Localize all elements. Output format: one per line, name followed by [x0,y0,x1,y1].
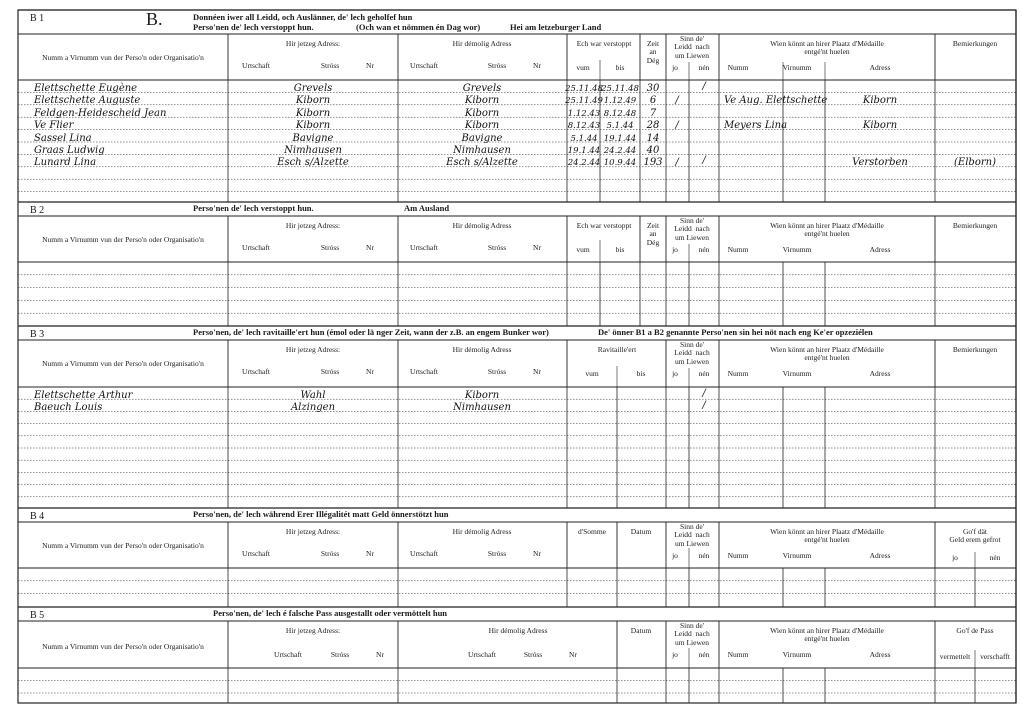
b1-row-jetzeg-urtschaft: Esch s/Alzette [277,157,349,169]
b2-hir-jetzeg-header: Hir jetzeg Adress: [285,221,341,230]
b1-row-vum: 8.12.43 [567,121,601,132]
b1-row-jo: / [675,95,679,107]
b2-nen-header: nén [698,245,710,254]
b1-section-label: B 1 [30,13,45,24]
b1-demolig-stross: Stróss [487,61,507,70]
b1-vum-header: vum [576,63,590,72]
b2-jo-header: jo [672,245,678,254]
b2-demolig-nr: Nr [533,243,541,252]
b4-jo-header: jo [672,551,678,560]
b1-row-bis: 8.12.48 [603,108,637,119]
b1-row-name: Lunard Lina [34,157,97,169]
b1-row-vum: 19.1.44 [567,146,601,156]
b1-jetzeg-stross: Stróss [320,61,340,70]
b3-wien-header: Wien könnt an hirer Plaatz d'Médaille entgé'nt huelen [770,345,884,363]
b1-row-jetzeg-urtschaft: Kiborn [295,95,331,107]
b1-row-bemierkungen: (Elborn) [954,157,996,169]
b1-row-demolig-urtschaft: Bavigne [461,132,503,144]
b1-virnumm-header: Virnumm [782,63,812,72]
b2-section-label: B 2 [30,205,45,216]
b1-row-deg: 30 [646,83,660,94]
b1-row-jo: / [675,120,679,132]
b2-jetzeg-urtschaft: Urtschaft [242,243,270,252]
b3-jetzeg-urtschaft: Urtschaft [242,367,270,376]
b3-virnumm-header: Virnumm [782,369,812,378]
b5-jetzeg-stross: Stróss [330,650,350,659]
b3-jo-header: jo [672,369,678,378]
b3-row-nen: / [702,388,706,399]
b3-row-name: Baeuch Louis [34,402,103,414]
b5-demolig-stross: Stróss [523,650,543,659]
b4-gof-header: Go'f dät Geld erem gefrot [949,527,1001,545]
b1-row-deg: 193 [643,157,663,169]
b2-wien-header: Wien könnt an hirer Plaatz d'Médaille entgé'nt huelen [770,221,884,239]
b5-section-label: B 5 [30,610,45,621]
b4-gof-jo: jo [952,553,958,562]
b4-gof-nen: nén [989,553,1001,562]
b1-row-jetzeg-urtschaft: Grevels [293,83,333,94]
b5-hir-jetzeg-header: Hir jetzeg Adress: [285,626,341,635]
b4-hir-jetzeg-header: Hir jetzeg Adress: [285,527,341,536]
b3-title-note: De' önner B1 a B2 genannte Perso'nen sin hei nöt nach eng Ke'er opzeziélen [598,327,873,337]
b1-row-vum: 24.2.44 [567,158,601,169]
b1-jo-header: jo [672,63,678,72]
b4-adress-header: Adress [869,551,891,560]
b2-virnumm-header: Virnumm [782,245,812,254]
b1-row-medaille-numm: Ve Aug. Elettschette [724,95,828,107]
b4-section-label: B 4 [30,511,45,522]
b3-row-demolig-urtschaft: Nimhausen [453,402,511,414]
b3-jetzeg-stross: Stróss [320,367,340,376]
b1-sinn-header: Sinn de' Leidd nach um Liewen [674,34,710,60]
b2-demolig-stross: Stróss [487,243,507,252]
b1-row-name: Ve Flier [34,120,74,132]
b1-row-bis: 1.12.49 [603,96,637,107]
b1-jetzeg-urtschaft: Urtschaft [242,61,270,70]
b1-demolig-nr: Nr [533,61,541,70]
b3-vum-header: vum [585,369,599,378]
b1-row-bis: 24.2.44 [603,146,637,156]
b3-row-jetzeg-urtschaft: Alzingen [290,402,336,414]
b5-wien-header: Wien könnt an hirer Plaatz d'Médaille entgé'nt huelen [770,626,884,644]
b5-jo-header: jo [672,650,678,659]
b4-sinn-header: Sinn de' Leidd nach um Liewen [674,522,710,548]
b1-title-land: Hei am letzeburger Land [510,22,602,32]
b1-bemierkungen-header: Bemierkungen [952,39,998,48]
b4-datum-header: Datum [630,527,652,536]
b3-bemierkungen-header: Bemierkungen [952,345,998,354]
b1-row-deg: 7 [649,107,657,119]
b5-demolig-nr: Nr [569,650,577,659]
b4-demolig-stross: Stróss [487,549,507,558]
b1-hir-jetzeg-header: Hir jetzeg Adress: [285,39,341,48]
b5-verschafft-header: verschafft [980,652,1010,661]
b4-nen-header: nén [698,551,710,560]
b1-row-bis: 10.9.44 [603,158,637,169]
b2-numm-header: Numm [727,245,749,254]
b4-demolig-nr: Nr [533,549,541,558]
b1-row-deg: 6 [649,95,657,107]
b5-vermettelt-header: vermettelt [939,652,971,661]
b1-hir-demolig-header: Hir démolig Adress [452,39,512,48]
b1-row-jetzeg-urtschaft: Nimhausen [284,145,342,156]
b2-bis-header: bis [615,245,625,254]
b1-row-name: Elettschette Auguste [34,95,141,107]
b2-demolig-urtschaft: Urtschaft [410,243,438,252]
b3-bis-header: bis [636,369,646,378]
b2-sinn-header: Sinn de' Leidd nach um Liewen [674,216,710,242]
b1-title-line1: Donnéen iwer all Leidd, och Auslänner, de' lech geholfef hun [193,12,413,22]
b3-hir-jetzeg-header: Hir jetzeg Adress: [285,345,341,354]
b3-jetzeg-nr: Nr [366,367,374,376]
b4-jetzeg-stross: Stróss [320,549,340,558]
b3-numm-header: Numm [727,369,749,378]
b1-jetzeg-nr: Nr [366,61,374,70]
b4-virnumm-header: Virnumm [782,551,812,560]
b2-title: Perso'nen de' lech verstoppt hun. [193,203,314,213]
b1-numm-header: Numm [727,63,749,72]
b1-row-medaille-numm: Meyers Lina [724,120,788,132]
b1-zeit-header: Zeit an Dég [646,39,660,65]
b1-wien-header: Wien könnt an hirer Plaatz d'Médaille entgé'nt huelen [770,39,884,57]
b4-jetzeg-nr: Nr [366,549,374,558]
b1-name-col-header: Numm a Virnumm vun der Perso'n oder Organisatio'n [42,53,204,62]
b1-row-vum: 1.12.43 [567,108,601,119]
b5-sinn-header: Sinn de' Leidd nach um Liewen [674,621,710,647]
b5-datum-header: Datum [630,626,652,635]
b1-row-name: Graas Ludwig [34,145,105,156]
b3-title: Perso'nen, de' lech ravitaille'ert hun (émol oder lä nger Zeit, wann der z.B. an engem Bunker wor) [193,327,549,337]
b1-row-demolig-urtschaft: Kiborn [464,95,500,107]
b5-adress-header: Adress [869,650,891,659]
b2-name-col-header: Numm a Virnumm vun der Perso'n oder Organisatio'n [42,235,204,244]
b2-jetzeg-stross: Stróss [320,243,340,252]
b1-row-vum: 25.11.49 [565,96,603,107]
b1-row-nen: / [702,155,706,167]
b5-hir-demolig-header: Hir démolig Adress [488,626,548,635]
b5-demolig-urtschaft: Urtschaft [468,650,496,659]
b3-section-label: B 3 [30,329,45,340]
b4-name-col-header: Numm a Virnumm vun der Perso'n oder Organisatio'n [42,541,204,550]
b2-title-ausland: Am Ausland [404,203,450,213]
b1-row-deg: 40 [646,145,660,156]
b1-row-bis: 19.1.44 [603,133,637,144]
b4-title: Perso'nen, de' lech während Erer Illégalitét matt Geld önnerstötzt hun [193,509,449,519]
b1-row-vum: 25.11.48 [565,84,603,94]
b1-row-demolig-urtschaft: Grevels [462,83,502,94]
b1-row-jo: / [675,157,679,169]
b2-jetzeg-nr: Nr [366,243,374,252]
b1-row-deg: 28 [646,120,660,132]
b1-row-jetzeg-urtschaft: Kiborn [295,107,331,119]
b1-verstoppt-header: Ech war verstoppt [576,39,632,48]
b3-row-jetzeg-urtschaft: Wahl [300,390,326,401]
b1-bis-header: bis [615,63,625,72]
b5-jetzeg-nr: Nr [376,650,384,659]
b1-row-bis: 5.1.44 [606,121,634,132]
b1-adress-header: Adress [869,63,891,72]
b1-title-line2b: (Och wan et nömmen én Dag wor) [356,22,481,32]
b5-title: Perso'nen, de' lech é falsche Pass ausgestallt oder vermöttelt hun [213,608,448,618]
b1-row-medaille-adress: Kiborn [862,95,898,107]
b3-hir-demolig-header: Hir démolig Adress [452,345,512,354]
b3-demolig-nr: Nr [533,367,541,376]
b5-nen-header: nén [698,650,710,659]
b2-zeit-header: Zeit an Dég [646,221,660,247]
b2-bemierkungen-header: Bemierkungen [952,221,998,230]
b1-row-jetzeg-urtschaft: Bavigne [292,132,334,144]
b3-row-name: Elettschette Arthur [34,390,133,401]
b5-numm-header: Numm [727,650,749,659]
b3-row-nen: / [702,400,706,412]
b1-row-name: Elettschette Eugène [34,83,138,94]
b5-gof-pass-header: Go'f de Pass [956,626,994,635]
b2-hir-demolig-header: Hir démolig Adress [452,221,512,230]
b1-row-medaille-adress: Kiborn [862,120,898,132]
b2-adress-header: Adress [869,245,891,254]
b1-row-nen: / [702,81,706,92]
b1-demolig-urtschaft: Urtschaft [410,61,438,70]
b1-nen-header: nén [698,63,710,72]
b4-somme-header: d'Somme [577,527,607,536]
b1-row-name: Sassel Lina [34,132,92,144]
b3-demolig-stross: Stróss [487,367,507,376]
b1-title-line2: Perso'nen de' lech verstoppt hun. [193,22,314,32]
b5-virnumm-header: Virnumm [782,650,812,659]
b4-demolig-urtschaft: Urtschaft [410,549,438,558]
b2-verstoppt-header: Ech war verstoppt [576,221,632,230]
b1-row-deg: 14 [646,132,660,144]
b1-row-medaille-adress: Verstorben [852,157,908,169]
b5-name-col-header: Numm a Virnumm vun der Perso'n oder Organisatio'n [42,642,204,651]
b1-row-demolig-urtschaft: Esch s/Alzette [446,157,518,169]
b3-sinn-header: Sinn de' Leidd nach um Liewen [674,340,710,366]
b4-numm-header: Numm [727,551,749,560]
b3-row-demolig-urtschaft: Kiborn [464,390,500,401]
b3-name-col-header: Numm a Virnumm vun der Perso'n oder Organisatio'n [42,359,204,368]
form-letter: B. [146,9,163,29]
b1-row-name: Feldgen-Heidescheid Jean [34,107,167,119]
b2-vum-header: vum [576,245,590,254]
b5-jetzeg-urtschaft: Urtschaft [274,650,302,659]
b3-adress-header: Adress [869,369,891,378]
b4-jetzeg-urtschaft: Urtschaft [242,549,270,558]
b1-row-demolig-urtschaft: Kiborn [464,120,500,132]
b4-wien-header: Wien könnt an hirer Plaatz d'Médaille entgé'nt huelen [770,527,884,545]
b1-row-jetzeg-urtschaft: Kiborn [295,120,331,132]
b1-row-vum: 5.1.44 [570,133,598,144]
b1-row-demolig-urtschaft: Nimhausen [453,145,511,156]
b1-row-demolig-urtschaft: Kiborn [464,107,500,119]
b3-nen-header: nén [698,369,710,378]
b3-ravitailleert-header: Ravitaille'ert [597,345,637,354]
b4-hir-demolig-header: Hir démolig Adress [452,527,512,536]
b1-row-bis: 25.11.48 [601,84,639,94]
b3-demolig-urtschaft: Urtschaft [410,367,438,376]
